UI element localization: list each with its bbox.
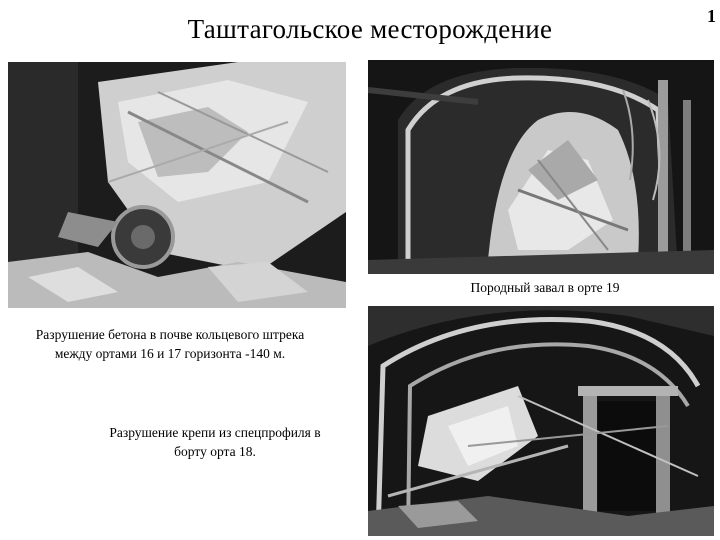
caption-line: Разрушение крепи из спецпрофиля в	[109, 425, 321, 440]
caption-line: борту орта 18.	[174, 444, 256, 459]
caption-rock-collapse	[410, 278, 680, 297]
caption-support-destruction	[84, 423, 346, 461]
photo-support-destruction	[368, 306, 714, 536]
caption-line: между ортами 16 и 17 горизонта -140 м.	[54, 346, 286, 361]
photo-concrete-destruction	[8, 62, 346, 308]
caption-concrete-destruction	[8, 325, 332, 363]
photo-rock-collapse	[368, 60, 714, 274]
slide-number: 1	[707, 6, 716, 26]
slide-title: Таштагольское месторождение	[187, 14, 553, 44]
caption-line: Разрушение бетона в почве кольцевого штрека	[35, 327, 305, 342]
caption-line: Породный завал в орте 19	[470, 280, 620, 295]
